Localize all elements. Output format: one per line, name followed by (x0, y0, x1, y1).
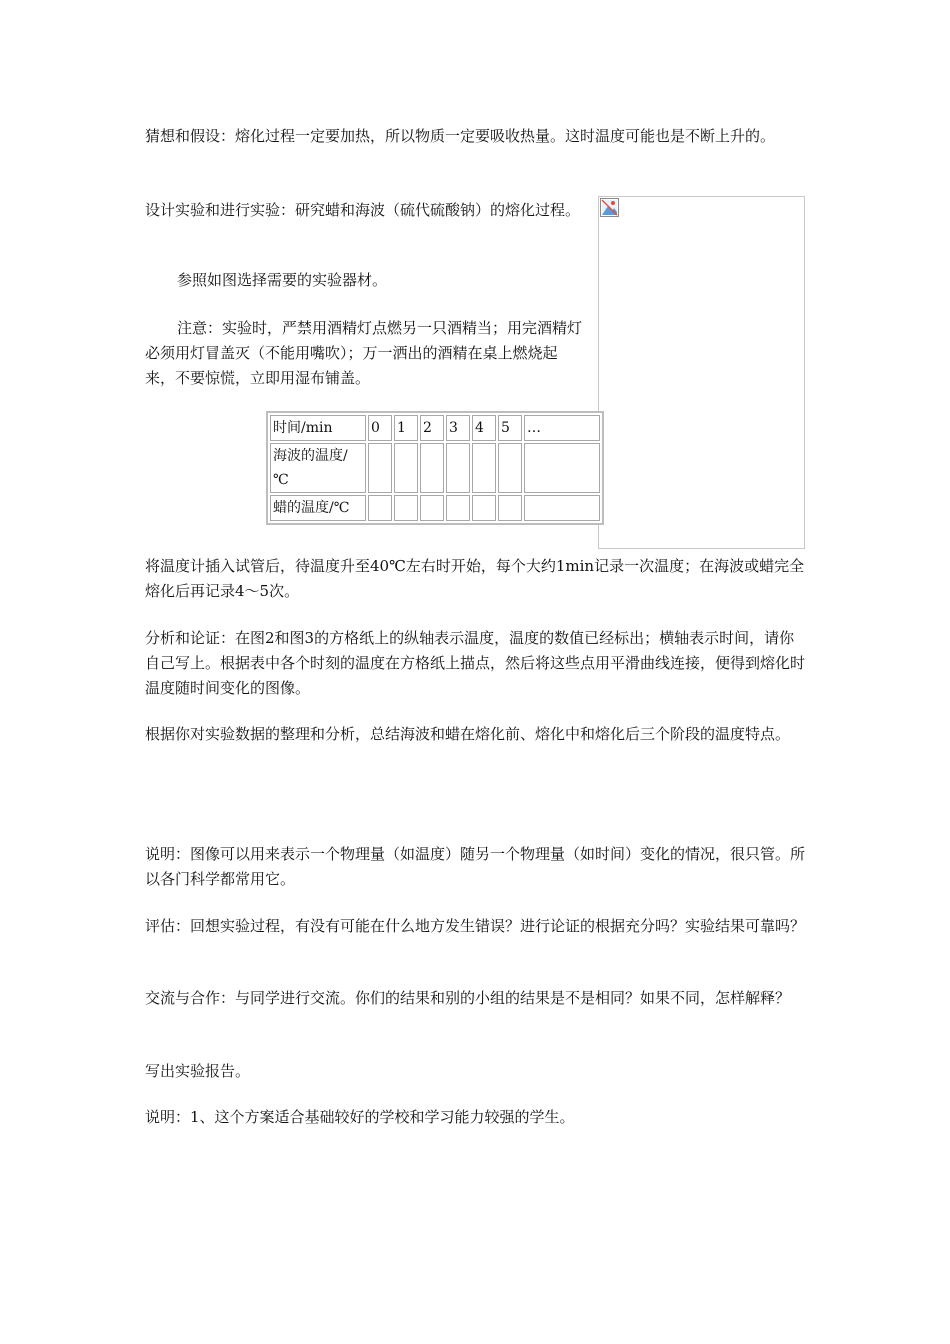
table-cell (524, 443, 600, 493)
temperature-table (266, 411, 604, 525)
broken-image-icon (600, 198, 619, 217)
table-cell (498, 443, 522, 493)
report-paragraph: 写出实验报告。 (145, 1062, 251, 1080)
table-header-cell: 2 (420, 415, 444, 441)
table-header-cell: 时间/min (270, 415, 366, 441)
table-cell (420, 495, 444, 521)
graph-note-paragraph: 说明：图像可以用来表示一个物理量（如温度）随另一个物理量（如时间）变化的情况，很只管。所以各门科学都常用它。 (145, 845, 806, 888)
plan-note-paragraph: 说明：1、这个方案适合基础较好的学校和学习能力较强的学生。 (145, 1108, 575, 1126)
table-cell (446, 443, 470, 493)
table-cell (472, 495, 496, 521)
exchange-paragraph: 交流与合作：与同学进行交流。你们的结果和别的小组的结果是不是相同？如果不同，怎样解释？ (145, 989, 791, 1007)
table-header-cell: 0 (368, 415, 392, 441)
design-paragraph: 设计实验和进行实验：研究蜡和海波（硫代硫酸钠）的熔化过程。 (145, 201, 581, 219)
table-header-cell: … (524, 415, 600, 441)
analysis-paragraph: 分析和论证：在图2和图3的方格纸上的纵轴表示温度，温度的数值已经标出；横轴表示时间，请你自己写上。根据表中各个时刻的温度在方格纸上描点，然后将这些点用平滑曲线连接，便得到熔化时温度随时间变化的图像。 (145, 629, 806, 697)
summary-paragraph: 根据你对实验数据的整理和分析，总结海波和蜡在熔化前、熔化中和熔化后三个阶段的温度特点。 (145, 725, 791, 743)
row-label-wax: 蜡的温度/℃ (270, 495, 366, 521)
table-header-cell: 3 (446, 415, 470, 441)
table-row (270, 443, 600, 493)
table-row (270, 495, 600, 521)
table-header-cell: 1 (394, 415, 418, 441)
table-cell (498, 495, 522, 521)
row-label-hypo: 海波的温度/℃ (270, 443, 366, 493)
table-cell (394, 495, 418, 521)
table-header-cell: 5 (498, 415, 522, 441)
table-header-cell: 4 (472, 415, 496, 441)
equipment-paragraph: 参照如图选择需要的实验器材。 (177, 271, 388, 289)
table-cell (446, 495, 470, 521)
table-cell (472, 443, 496, 493)
equipment-figure (598, 196, 805, 549)
table-header-row (270, 415, 600, 441)
evaluation-paragraph: 评估：回想实验过程，有没有可能在什么地方发生错误？进行论证的根据充分吗？实验结果可靠吗？ (145, 917, 806, 935)
procedure-paragraph: 将温度计插入试管后，待温度升至40℃左右时开始，每个大约1min记录一次温度；在海波或蜡完全熔化后再记录4～5次。 (145, 557, 805, 600)
table-cell (524, 495, 600, 521)
table-cell (420, 443, 444, 493)
caution-paragraph: 注意：实验时，严禁用酒精灯点燃另一只酒精当；用完酒精灯必须用灯冒盖灭（不能用嘴吹）；万一洒出的酒精在桌上燃烧起来，不要惊慌，立即用湿布铺盖。 (145, 319, 583, 387)
table-cell (368, 495, 392, 521)
table-cell (368, 443, 392, 493)
hypothesis-paragraph: 猜想和假设：熔化过程一定要加热，所以物质一定要吸收热量。这时温度可能也是不断上升的。 (145, 127, 776, 145)
table-cell (394, 443, 418, 493)
